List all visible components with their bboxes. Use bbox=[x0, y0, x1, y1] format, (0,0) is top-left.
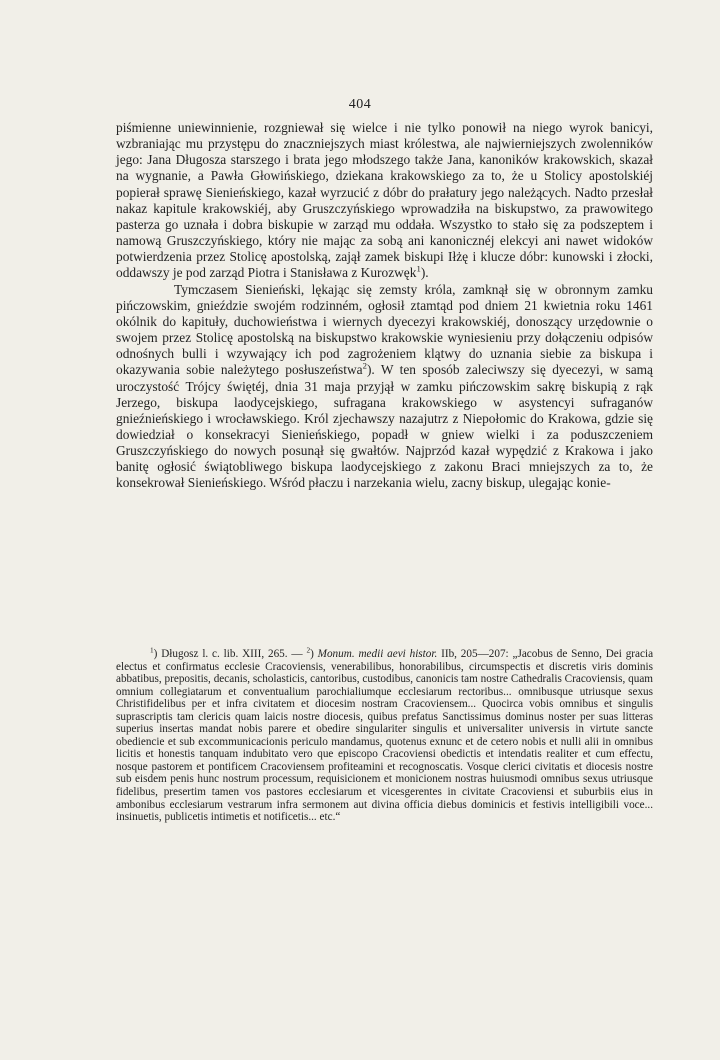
paragraph-2-text-b: W ten sposób zaleciwszy się dyecezyi, w samą uroczystość Trójcy świętéj, dnia 31 maja przyjął w zamku pińczowskim sakrę biskupią z rąk Jerzego, biskupa laodycejskiego, sufragana krakowskiego w asystencyi sufraganów gnieźnieńskiego i wrocławskiego. Król zjechawszy nazajutrz z Niepołomic do Krakowa, gdzie się dowiedział o konsekracyi Sienieńskiego, popadł w gniew wielki i za poduszczeniem Gruszczyńskiego do nowych posunął się gwałtów. Najprzód kazał wypędzić z Krakowa i jako banitę ogłosić świątobliwego biskupa laodycejskiego z zakonu Braci mniejszych za to, że konsekrował Sienieńskiego. Wśród płaczu i narzekania wielu, zacny biskup, ulegając konie- bbox=[116, 362, 653, 491]
paragraph-2-text-a: Tymczasem Sienieński, lękając się zemsty króla, zamknął się w obronnym zamku pińczowskim, gnieździe swojém rodzinném, ogłosił ztamtąd pod dniem 21 kwietnia roku 1461 okólnik do kapituły, duchowieństwa i wiernych dyecezyi krakowskiéj, donoszący urzędownie o swojem przez Stolicę apostolską na biskupstwo krakowskie wyniesieniu przy dołączeniu odpisów odnośnych bulli i wzywający ich pod zagrożeniem klątwy do uznania siebie za biskupa i okazywania sobie należytego posłuszeństwa bbox=[116, 281, 653, 378]
paragraph-1-text: piśmienne uniewinnienie, rozgniewał się wielce i nie tylko ponowił na niego wyrok banicyi, wzbraniając mu przystępu do znaczniejszych miast królestwa, ale najwierniejszych zwolenników jego: Jana Długosza starszego i brata jego młodszego także Jana, kanoników krakowskich, skazał na wygnanie, a Pawła Głowińskiego, dziekana krakowskiego za to, że u Stolicy apostolskiéj popierał sprawę Sienieńskiego, kazał wyrzucić z dóbr do prałatury jego należących. Nadto przesłał nakaz kapitule krakowskiéj, aby Gruszczyńskiego wprowadziła na biskupstwo, za prawowitego pasterza go uznała i dobra biskupie w zarząd mu oddała. Wszystko to stało się za podszeptem i namową Gruszczyńskiego, który nie mając za sobą ani kanonicznéj elekcyi ani nawet widoków potwierdzenia przez Stolicę apostolską, zajął zamek biskupi Iłżę i klucze dóbr: kunowski i złocki, oddawszy je pod zarząd Piotra i Stanisława z Kurozwęk bbox=[116, 120, 653, 281]
page-number: 404 bbox=[348, 97, 372, 112]
footnote-1: $^1$) Długosz l. c. lib. XIII, 265. — $^2$) Monum. medii aevi histor. IIb, 205—207: „Jacobus de Senno, Dei gracia electus et confirmatus ecclesie Cracoviensis, venerabilibus, honorabilibus, circumspectis et discretis viris dominis abbatibus, prepositis, decanis, scholasticis, cantoribus, custodibus, canonicis tam nostre Cathedralis Cracoviensis, quam omnium collegiatarum et conventualium parochialiumque ecclesiarum rectoribus... omnibusque utriusque sexus Christifidelibus per et infra civitatem et diocesim nostram Cracoviensem... Quocirca vobis omnibus et singulis suprascriptis tam clericis quam laicis nostre diocesis, quibus prefatus Sanctissimus dominus noster per suas litteras superius insertas mandat nobis parere et obedire singulariter singulis et universaliter universis in virtute sancte obediencie et sub excommunicacionis periculo mandamus, quotenus exnunc et de cetero nobis et nulli alii in omnibus licitis et honestis tanquam indubitato vero que episcopo Cracoviensi obedictis et intendatis realiter et cum effectu, nosque pastorem et pontificem Cracoviensem profiteamini et recognoscatis. Vosque clerici civitatis et diocesis nostre sub eisdem penis hunc nostrum processum, requisicionem et monicionem nostras huiusmodi omnibus sexus utriusque fidelibus, presertim tamen vos pastores ecclesiarum et vicesgerentes in civitate Cracoviensi et suburbiis eius in ambonibus ecclesiarum vestrarum infra sermonem aut divina officia diebus dominicis et festivis intelligibili voce... insinuetis, publicetis intimetis et notificetis... etc.“ bbox=[116, 646, 654, 824]
footnote-2-pages: IIb, 205—207: bbox=[441, 648, 509, 660]
footnote-ref-2: 2 bbox=[362, 360, 367, 371]
footnote-ref-1: 1 bbox=[416, 263, 421, 274]
paragraph-1: piśmienne uniewinnienie, rozgniewał się wielce i nie tylko ponowił na niego wyrok banicyi, wzbraniając mu przystępu do znaczniejszych miast królestwa, ale najwierniejszych zwolenników jego: Jana Długosza starszego i brata jego młodszego także Jana, kanoników krakowskich, skazał na wygnanie, a Pawła Głowińskiego, dziekana krakowskiego za to, że u Stolicy apostolskiéj popierał sprawę Sienieńskiego, kazał wyrzucić z dóbr do prałatury jego należących. Nadto przesłał nakaz kapitule krakowskiéj, aby Gruszczyńskiego wprowadziła na biskupstwo, za prawowitego pasterza go uznała i dobra biskupie w zarząd mu oddała. Wszystko to stało się za podszeptem i namową Gruszczyńskiego, który nie mając za sobą ani kanonicznéj elekcyi ani nawet widoków potwierdzenia przez Stolicę apostolską, zajął zamek biskupi Iłżę i klucze dóbr: kunowski i złocki, oddawszy je pod zarząd Piotra i Stanisława z Kurozwęk$^1$). bbox=[116, 120, 653, 281]
footnotes bbox=[116, 648, 653, 824]
footnote-marker-2: 2 bbox=[306, 646, 311, 655]
paragraph-2: Tymczasem Sienieński, lękając się zemsty króla, zamknął się w obronnym zamku pińczowskim, gnieździe swojém rodzinném, ogłosił ztamtąd pod dniem 21 kwietnia roku 1461 okólnik do kapituły, duchowieństwa i wiernych dyecezyi krakowskiéj, donoszący urzędownie o swojem przez Stolicę apostolską na biskupstwo krakowskie wyniesieniu przy dołączeniu odpisów odnośnych bulli i wzywający ich pod zagrożeniem klątwy do uznania siebie za biskupa i okazywania sobie należytego posłuszeństwa$^2$). W ten sposób zaleciwszy się dyecezyi, w samą uroczystość Trójcy świętéj, dnia 31 maja przyjął w zamku pińczowskim sakrę biskupią z rąk Jerzego, biskupa laodycejskiego, sufragana krakowskiego w asystencyi sufraganów gnieźnieńskiego i wrocławskiego. Król zjechawszy nazajutrz z Niepołomic do Krakowa, gdzie się dowiedział o konsekracyi Sienieńskiego, popadł w gniew wielki i za poduszczeniem Gruszczyńskiego do nowych posunął się gwałtów. Najprzód kazał wypędzić z Krakowa i jako banitę ogłosić świątobliwego biskupa laodycejskiego z zakonu Braci mniejszych za to, że konsekrował Sienieńskiego. Wśród płaczu i narzekania wielu, zacny biskup, ulegając konie- bbox=[116, 281, 653, 491]
footnote-marker-1: 1 bbox=[150, 646, 154, 655]
footnote-2-source: Monum. medii aevi histor. bbox=[317, 648, 438, 660]
body-text bbox=[116, 120, 653, 492]
footnote-1-text: Długosz l. c. lib. XIII, 265. — bbox=[161, 648, 303, 660]
footnote-2-latin: „Jacobus de Senno, Dei gracia electus et confirmatus ecclesie Cracoviensis, venerabilibus, honorabilibus, circumspectis et discretis viris dominis abbatibus, prepositis, decanis, scholasticis, cantoribus, custodibus, canonicis tam nostre Cathedralis Cracoviensis, quam omnium collegiatarum et conventualium parochialiumque ecclesiarum rectoribus... omnibusque utriusque sexus Christifidelibus per et infra civitatem et diocesim nostram Cracoviensem... Quocirca vobis omnibus et singulis suprascriptis tam clericis quam laicis nostre diocesis, quibus prefatus Sanctissimus dominus noster per suas litteras superius insertas mandat nobis parere et obedire singulariter singulis et universaliter universis in virtute sancte obediencie et sub excommunicacionis periculo mandamus, quotenus exnunc et de cetero nobis et nulli alii in omnibus licitis et honestis tanquam indubitato vero que episcopo Cracoviensi obedictis et intendatis realiter et cum effectu, nosque pastorem et pontificem Cracoviensem profiteamini et recognoscatis. Vosque clerici civitatis et diocesis nostre sub eisdem penis hunc nostrum processum, requisicionem et monicionem nostras huiusmodi omnibus sexus utriusque fidelibus, presertim tamen vos pastores ecclesiarum et vicesgerentes in civitate Cracoviensi et suburbiis eius in ambonibus ecclesiarum vestrarum infra sermonem aut divina officia diebus dominicis et festivis intelligibili voce... insinuetis, publicetis intimetis et notificetis... etc.“ bbox=[116, 648, 654, 824]
